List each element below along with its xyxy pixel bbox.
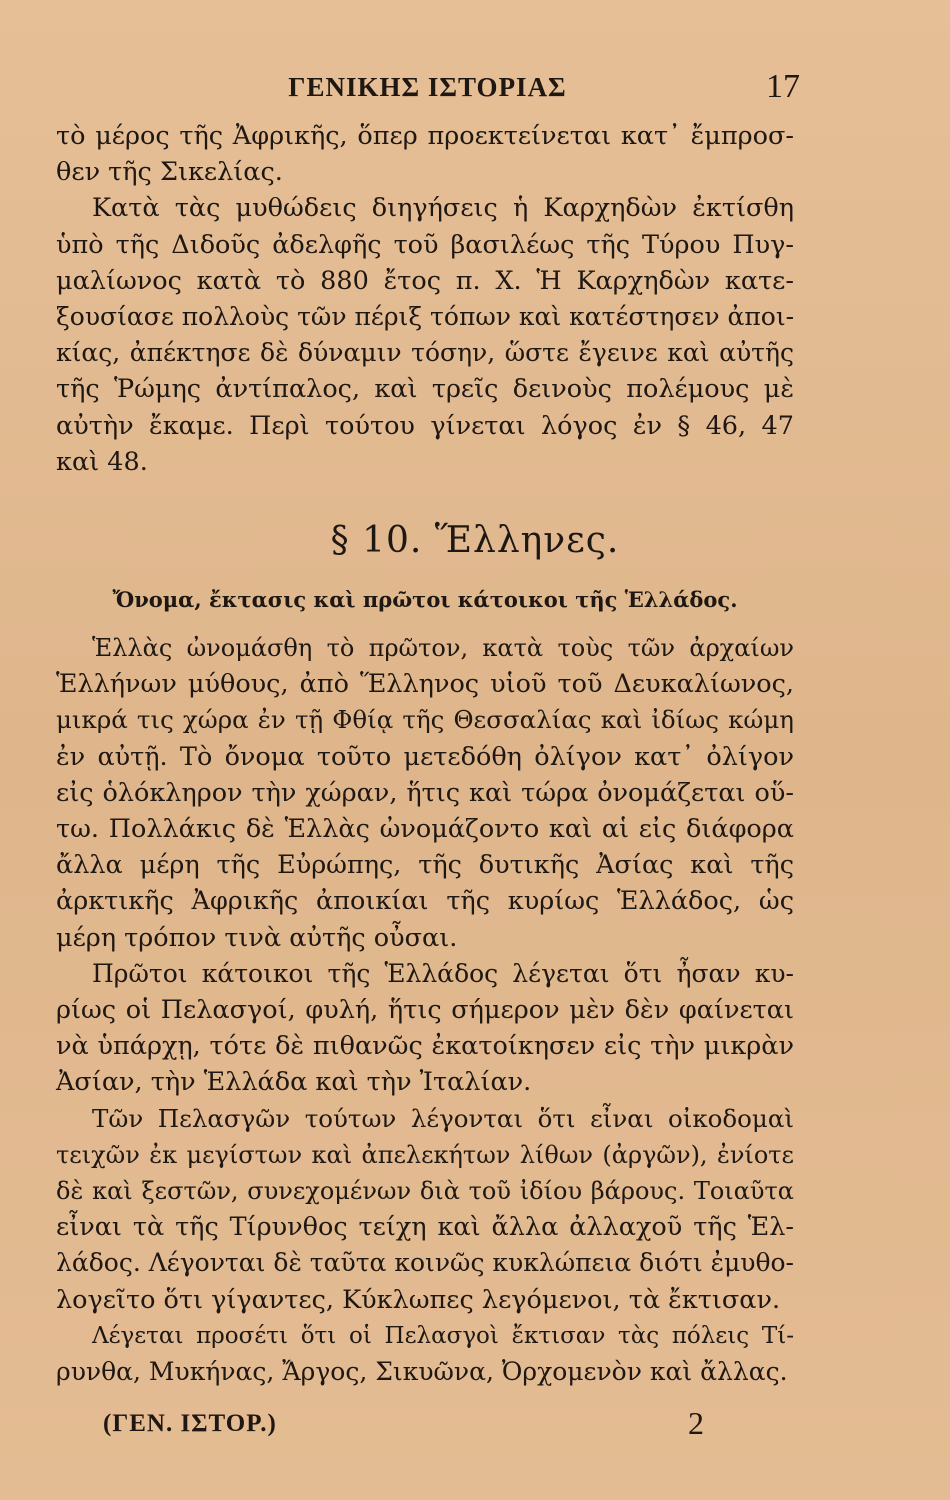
text-line: Τῶν Πελασγῶν τούτων λέγονται ὅτι εἶναι οἰκοδομαὶ xyxy=(92,1103,794,1133)
text-line: κίας, ἀπέκτησε δὲ δύναμιν τόσην, ὥστε ἔγεινε καὶ αὐτῆς xyxy=(56,338,794,368)
text-line: αὐτὴν ἔκαμε. Περὶ τούτου γίνεται λόγος ἐν § 46, 47 xyxy=(56,410,794,441)
text-line: μαλίωνος κατὰ τὸ 880 ἔτος π. Χ. Ἡ Καρχηδὼν κατε- xyxy=(56,265,794,296)
page-number: 17 xyxy=(766,68,800,105)
section-subheading: Ὄνομα, ἔκτασις καὶ πρῶτοι κάτοικοι τῆς Ἑλλάδος. xyxy=(112,587,738,612)
text-line: θεν τῆς Σικελίας. xyxy=(56,157,283,188)
text-line: Κατὰ τὰς μυθώδεις διηγήσεις ἡ Καρχηδὼν ἐκτίσθη xyxy=(92,193,794,224)
text-line: τειχῶν ἐκ μεγίστων καὶ ἀπελεκήτων λίθων (ἀργῶν), ἐνίοτε xyxy=(56,1140,794,1169)
text-block-hellenes xyxy=(56,630,794,1390)
text-line: Ἑλλήνων μύθους, ἀπὸ Ἕλληνος υἱοῦ τοῦ Δευκαλίωνος, xyxy=(56,669,794,700)
text-line: μικρά τις χώρα ἐν τῇ Φθίᾳ τῆς Θεσσαλίας καὶ ἰδίως κώμη xyxy=(56,705,794,735)
text-line: Ἑλλὰς ὠνομάσθη τὸ πρῶτον, κατὰ τοὺς τῶν ἀρχαίων xyxy=(92,634,794,662)
text-line: ὑπὸ τῆς Διδοῦς ἀδελφῆς τοῦ βασιλέως τῆς Τύρου Πυγ- xyxy=(56,229,794,260)
text-line: λογεῖτο ὅτι γίγαντες, Κύκλωπες λεγόμενοι, τὰ ἔκτισαν. xyxy=(56,1284,781,1315)
text-line: Ἀσίαν, τὴν Ἑλλάδα καὶ τὴν Ἰταλίαν. xyxy=(56,1067,532,1098)
text-line: Πρῶτοι κάτοικοι τῆς Ἑλλάδος λέγεται ὅτι ἦσαν κυ- xyxy=(92,958,794,988)
text-line: τῆς Ῥώμης ἀντίπαλος, καὶ τρεῖς δεινοὺς πολέμους μὲ xyxy=(56,374,794,405)
text-line: νὰ ὑπάρχῃ, τότε δὲ πιθανῶς ἐκατοίκησεν εἰς τὴν μικρὰν xyxy=(56,1031,794,1062)
text-line: μέρη τρόπον τινὰ αὐτῆς οὖσαι. xyxy=(56,922,458,953)
signature-mark: (ΓΕΝ. ΙΣΤΟΡ.) xyxy=(103,1410,277,1437)
running-title: ΓΕΝΙΚΗΣ ΙΣΤΟΡΙΑΣ xyxy=(288,72,567,102)
text-line: δὲ καὶ ξεστῶν, συνεχομένων διὰ τοῦ ἰδίου βάρους. Τοιαῦτα xyxy=(56,1177,794,1206)
text-line: ρυνθα, Μυκήνας, Ἄργος, Σικυῶνα, Ὀρχομενὸν καὶ ἄλλας. xyxy=(56,1357,788,1387)
text-line: ἐν αὐτῇ. Τὸ ὄνομα τοῦτο μετεδόθη ὀλίγον κατ᾽ ὀλίγον xyxy=(56,741,794,772)
text-line: ἀρκτικῆς Ἀφρικῆς ἀποικίαι τῆς κυρίως Ἑλλάδος, ὡς xyxy=(56,886,794,917)
text-line: καὶ 48. xyxy=(56,446,148,477)
text-line: εἰς ὁλόκληρον τὴν χώραν, ἥτις καὶ τώρα ὀνομάζεται οὕ- xyxy=(56,777,794,808)
signature-number: 2 xyxy=(688,1405,704,1441)
page-header xyxy=(55,68,800,108)
text-line: τω. Πολλάκις δὲ Ἑλλὰς ὠνομάζοντο καὶ αἱ εἰς διάφορα xyxy=(56,814,794,845)
text-line: τὸ μέρος τῆς Ἀφρικῆς, ὅπερ προεκτείνεται κατ᾽ ἔμπροσ- xyxy=(56,121,794,151)
text-line: λάδος. Λέγονται δὲ ταῦτα κοινῶς κυκλώπεια διότι ἐμυθο- xyxy=(56,1248,794,1278)
text-block-carthage xyxy=(56,118,794,480)
text-line: εἶναι τὰ τῆς Τίρυνθος τείχη καὶ ἄλλα ἀλλαχοῦ τῆς Ἑλ- xyxy=(56,1212,794,1243)
text-line: ρίως οἱ Πελασγοί, φυλή, ἥτις σήμερον μὲν δὲν φαίνεται xyxy=(56,995,794,1026)
text-line: ξουσίασε πολλοὺς τῶν πέριξ τόπων καὶ κατέστησεν ἀποι- xyxy=(56,302,795,332)
text-line: Λέγεται προσέτι ὅτι οἱ Πελασγοὶ ἔκτισαν τὰς πόλεις Τί- xyxy=(92,1322,794,1349)
text-line: ἄλλα μέρη τῆς Εὐρώπης, τῆς δυτικῆς Ἀσίας καὶ τῆς xyxy=(56,850,794,881)
section-title: § 10. Ἕλληνες. xyxy=(330,520,620,561)
